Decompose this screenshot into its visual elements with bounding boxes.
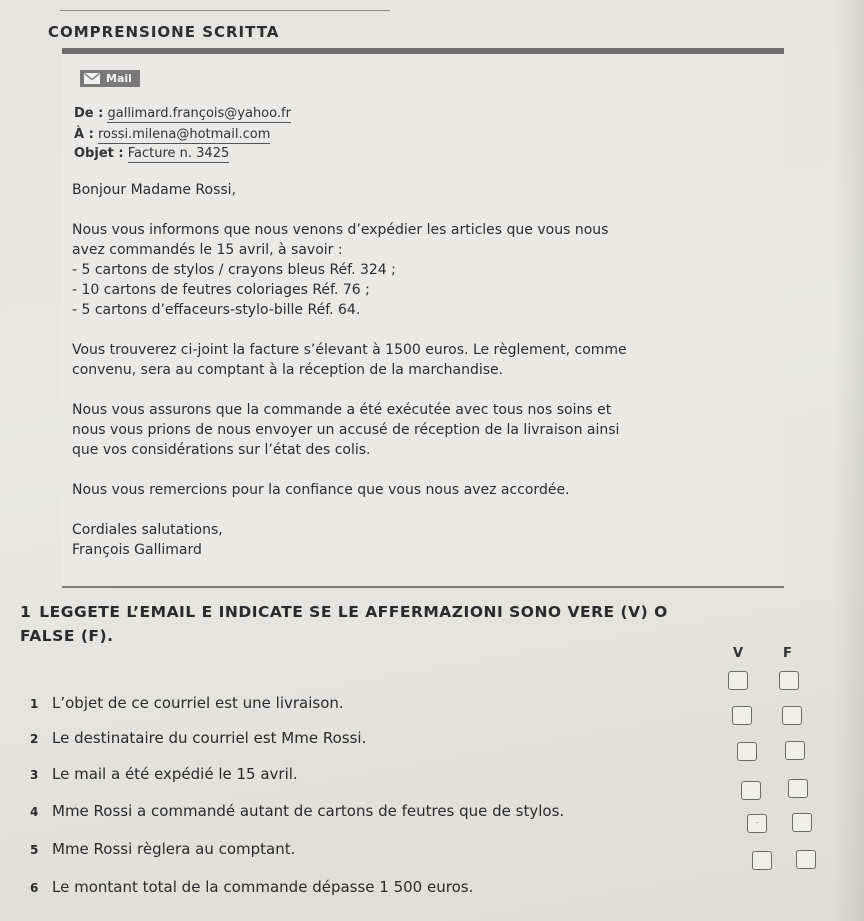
- statement-text: Le destinataire du courriel est Mme Rossi.: [52, 729, 367, 747]
- false-checkbox-3[interactable]: [785, 741, 805, 760]
- section-title: COMPRENSIONE SCRITTA: [48, 23, 280, 41]
- from-field: [74, 106, 412, 123]
- paragraph-3: [72, 400, 762, 460]
- statement-number: 2: [30, 732, 39, 746]
- statement-4: [30, 802, 564, 820]
- paragraph-3-line: nous vous prions de nous envoyer un accusé de réception de la livraison ainsi: [72, 422, 620, 438]
- paragraph-2-line: Vous trouverez ci-joint la facture s’élevant à 1500 euros. Le règlement, comme: [72, 342, 627, 358]
- exercise-title: [20, 600, 800, 648]
- closing: Cordiales salutations,: [72, 522, 223, 538]
- false-checkbox-4[interactable]: [788, 779, 808, 798]
- statement-number: 1: [30, 697, 39, 711]
- true-checkbox-4[interactable]: [741, 781, 761, 800]
- statement-text: L’objet de ce courriel est une livraison.: [52, 694, 344, 712]
- from-label: De :: [74, 106, 104, 121]
- paragraph-1-line: Nous vous informons que nous venons d’expédier les articles que vous nous: [72, 222, 609, 238]
- paragraph-2: [72, 340, 762, 380]
- false-checkbox-5[interactable]: [792, 813, 812, 832]
- page-edge-shadow: [834, 0, 864, 921]
- to-label: À :: [74, 127, 94, 142]
- mail-panel: [62, 48, 784, 588]
- statement-1: [30, 694, 344, 712]
- statement-5: [30, 840, 295, 858]
- from-value: gallimard.françois@yahoo.fr: [107, 106, 291, 121]
- envelope-icon: [84, 73, 100, 84]
- signature: François Gallimard: [72, 542, 202, 558]
- statement-number: 6: [30, 881, 39, 895]
- to-field: [74, 127, 412, 144]
- exercise-title-line2: FALSE (F).: [20, 627, 114, 645]
- statement-text: Le montant total de la commande dépasse 1 500 euros.: [52, 878, 474, 896]
- paragraph-1-line: avez commandés le 15 avril, à savoir :: [72, 242, 343, 258]
- to-value: rossi.milena@hotmail.com: [97, 127, 271, 142]
- statement-text: Le mail a été expédié le 15 avril.: [52, 765, 298, 783]
- paragraph-1-line: - 5 cartons de stylos / crayons bleus Réf. 324 ;: [72, 262, 396, 278]
- paragraph-3-line: que vos considérations sur l’état des colis.: [72, 442, 371, 458]
- false-column-header: F: [783, 646, 792, 661]
- mail-body: [72, 180, 762, 560]
- greeting: Bonjour Madame Rossi,: [72, 182, 236, 198]
- paragraph-3-line: Nous vous assurons que la commande a été exécutée avec tous nos soins et: [72, 402, 612, 418]
- true-checkbox-1[interactable]: [728, 671, 748, 690]
- statement-6: [30, 878, 473, 896]
- true-column-header: V: [733, 646, 744, 661]
- paragraph-2-line: convenu, sera au comptant à la réception de la marchandise.: [72, 362, 504, 378]
- true-checkbox-2[interactable]: [732, 706, 752, 725]
- true-checkbox-6[interactable]: [752, 851, 772, 870]
- paragraph-4: Nous vous remercions pour la confiance que vous nous avez accordée.: [72, 482, 570, 498]
- exercise-title-line1: LEGGETE L’EMAIL E INDICATE SE LE AFFERMAZIONI SONO VERE (V) O: [39, 603, 668, 621]
- mail-header-label: Mail: [106, 72, 132, 85]
- top-rule: [60, 10, 390, 11]
- paragraph-1-line: - 5 cartons d’effaceurs-stylo-bille Réf. 64.: [72, 302, 361, 318]
- statement-text: Mme Rossi règlera au comptant.: [52, 840, 296, 858]
- statement-number: 3: [30, 768, 39, 782]
- true-checkbox-5[interactable]: [747, 814, 767, 833]
- false-checkbox-2[interactable]: [782, 706, 802, 725]
- false-checkbox-6[interactable]: [796, 850, 816, 869]
- statement-number: 5: [30, 843, 39, 857]
- paragraph-1-line: - 10 cartons de feutres coloriages Réf. 76 ;: [72, 282, 370, 298]
- false-checkbox-1[interactable]: [779, 671, 799, 690]
- subject-label: Objet :: [74, 146, 124, 161]
- mail-header: [80, 70, 140, 87]
- exercise-number: 1: [20, 603, 32, 621]
- statement-number: 4: [30, 805, 39, 819]
- statement-text: Mme Rossi a commandé autant de cartons de feutres que de stylos.: [52, 802, 565, 820]
- subject-value: Facture n. 3425: [127, 146, 230, 161]
- paragraph-1: [72, 220, 762, 320]
- statement-2: [30, 729, 366, 747]
- subject-field: [74, 146, 412, 163]
- true-checkbox-3[interactable]: [737, 742, 757, 761]
- statement-3: [30, 765, 298, 783]
- checkbox-mark: .: [755, 816, 759, 825]
